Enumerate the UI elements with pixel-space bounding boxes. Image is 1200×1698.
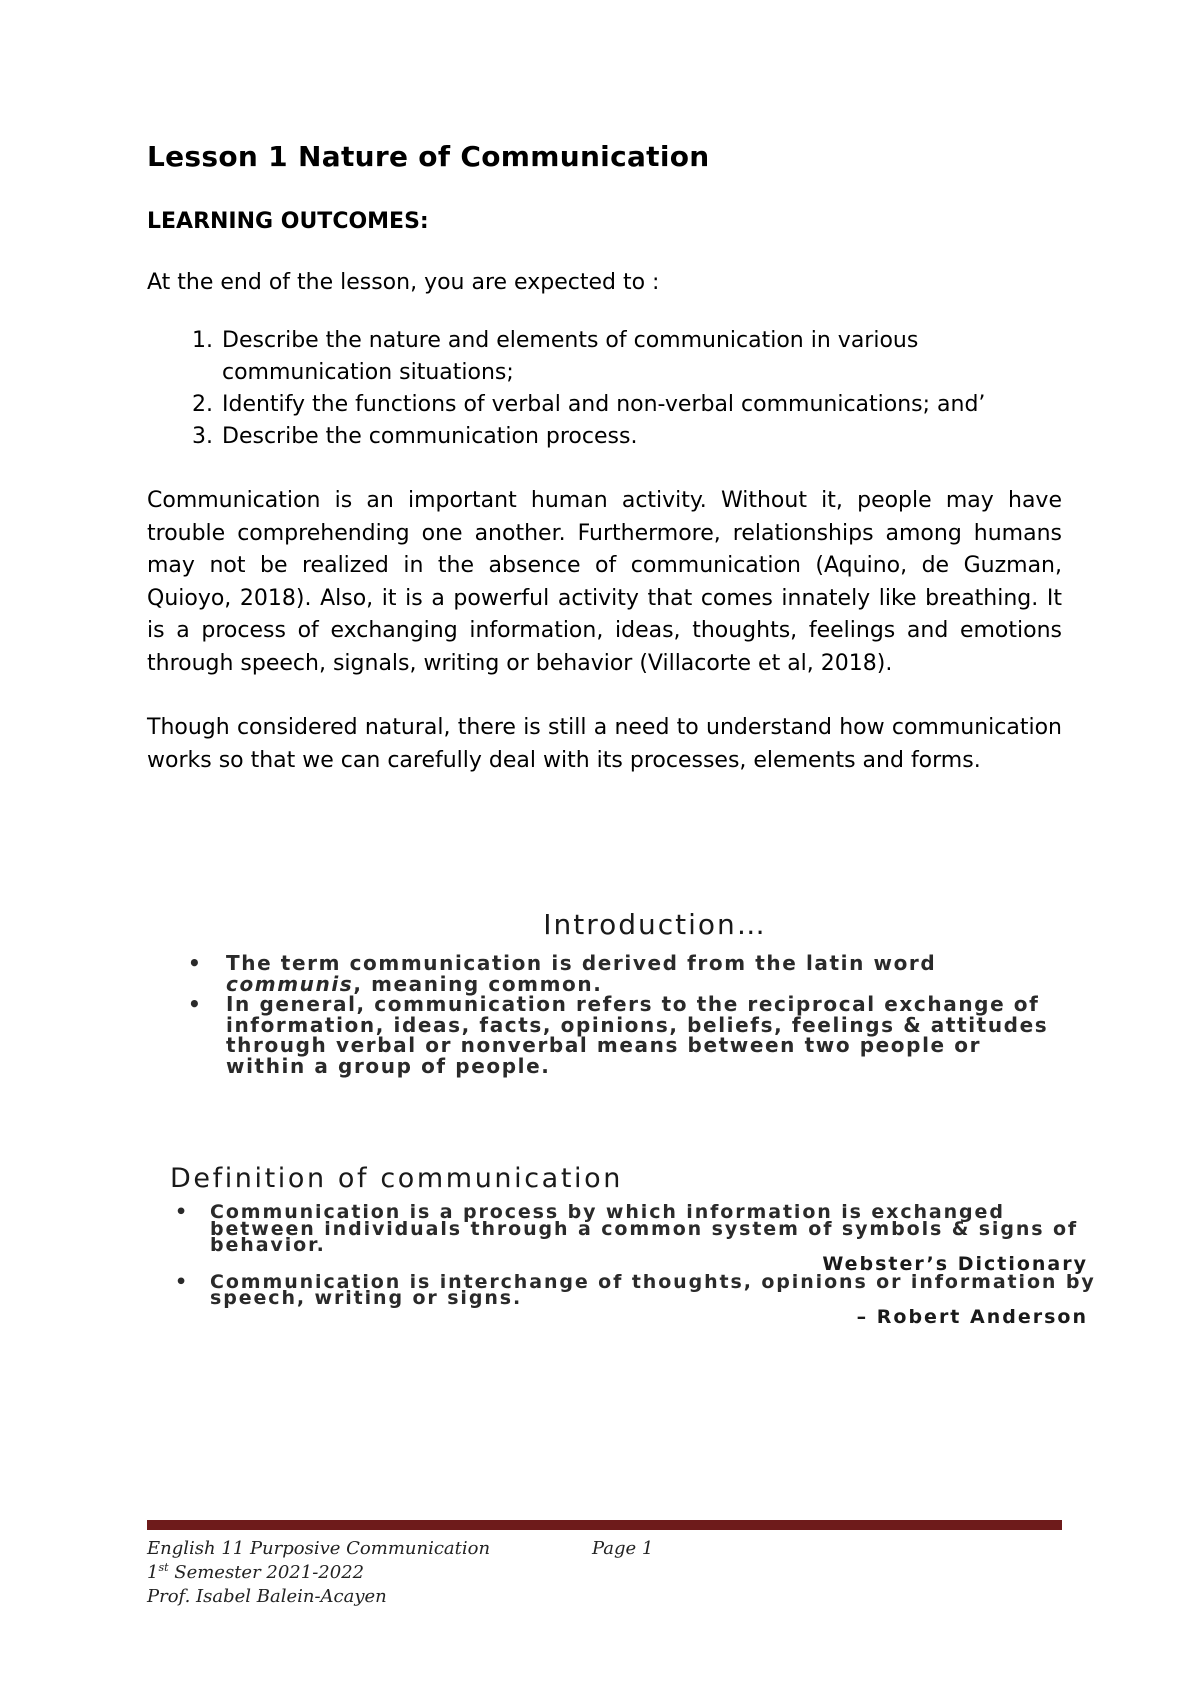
introduction-bullet — [160, 994, 1060, 1076]
introduction-bullet — [160, 953, 1060, 994]
footer-rule — [147, 1520, 1062, 1530]
definition-bullet — [170, 1270, 1100, 1309]
outcome-item: 2. Identify the functions of verbal and non-verbal communications; and’ — [220, 389, 1062, 421]
footer-row — [147, 1537, 747, 1561]
lesson-title: Lesson 1 Nature of Communication — [147, 140, 710, 173]
bullet-icon: • — [175, 1270, 190, 1293]
latin-term: communis — [226, 971, 354, 996]
bullet-text: Communication is a process by which information is exchanged between individuals through a common system of symbols & signs of behavior. — [210, 1201, 1079, 1256]
outcome-item: 1. Describe the nature and elements of communication in various communication situations; — [220, 325, 1062, 389]
footer-semester — [147, 1561, 747, 1585]
outcomes-list — [147, 325, 1062, 453]
introduction-bullets — [160, 953, 1060, 1076]
definition-bullets — [170, 1201, 1100, 1328]
bullet-icon: • — [188, 992, 203, 1016]
definition-attribution: – Robert Anderson — [856, 1305, 1088, 1328]
footer-professor: Prof. Isabel Balein-Acayen — [147, 1586, 387, 1607]
definition-bullet — [170, 1201, 1100, 1256]
footer-course: English 11 Purposive Communication — [147, 1538, 491, 1559]
definition-attribution: Webster’s Dictionary — [822, 1252, 1088, 1275]
introduction-slide-image — [160, 908, 1060, 1076]
bullet-icon: • — [175, 1201, 190, 1223]
semester-number: 1 — [147, 1562, 159, 1583]
outcomes-intro: At the end of the lesson, you are expected to : — [147, 270, 660, 295]
definition-slide-title: Definition of communication — [170, 1163, 623, 1194]
definition-slide-image — [170, 1163, 1100, 1327]
bullet-text: In general, communication refers to the reciprocal exchange of information, ideas, facts, opinions, beliefs, feelings & attitudes through verbal or nonverbal means between two people or within a group of people. — [226, 992, 1049, 1078]
body-paragraph: Though considered natural, there is still a need to understand how communication works so that we can carefully deal with its processes, elements and forms. — [147, 715, 1062, 773]
learning-outcomes-heading: LEARNING OUTCOMES: — [147, 209, 429, 234]
semester-text: Semester 2021-2022 — [168, 1562, 365, 1583]
bullet-text: , meaning common. — [353, 971, 603, 996]
bullet-text: The term communication is derived from the latin word — [226, 951, 937, 975]
bullet-icon: • — [188, 951, 203, 975]
page-footer — [147, 1537, 747, 1609]
bullet-text: Communication is interchange of thoughts, opinions or information by speech, writing or signs. — [210, 1270, 1096, 1309]
outcome-item: 3. Describe the communication process. — [220, 421, 1062, 453]
introduction-slide-title: Introduction… — [543, 908, 767, 941]
semester-ordinal: st — [158, 1561, 169, 1574]
lesson-content — [147, 140, 1062, 777]
body-paragraph: Communication is an important human activity. Without it, people may have trouble comprehending one another. Furthermore, relationships among humans may not be realized in the absence of communication (Aquino, de Guzman, Quioyo, 2018). Also, it is a powerful activity that comes innately like breathing. It is a process of exchanging information, ideas, thoughts, feelings and emotions through speech, signals, writing or behavior (Villacorte et al, 2018). — [147, 488, 1062, 676]
footer-page-number: Page 1 — [592, 1538, 654, 1559]
